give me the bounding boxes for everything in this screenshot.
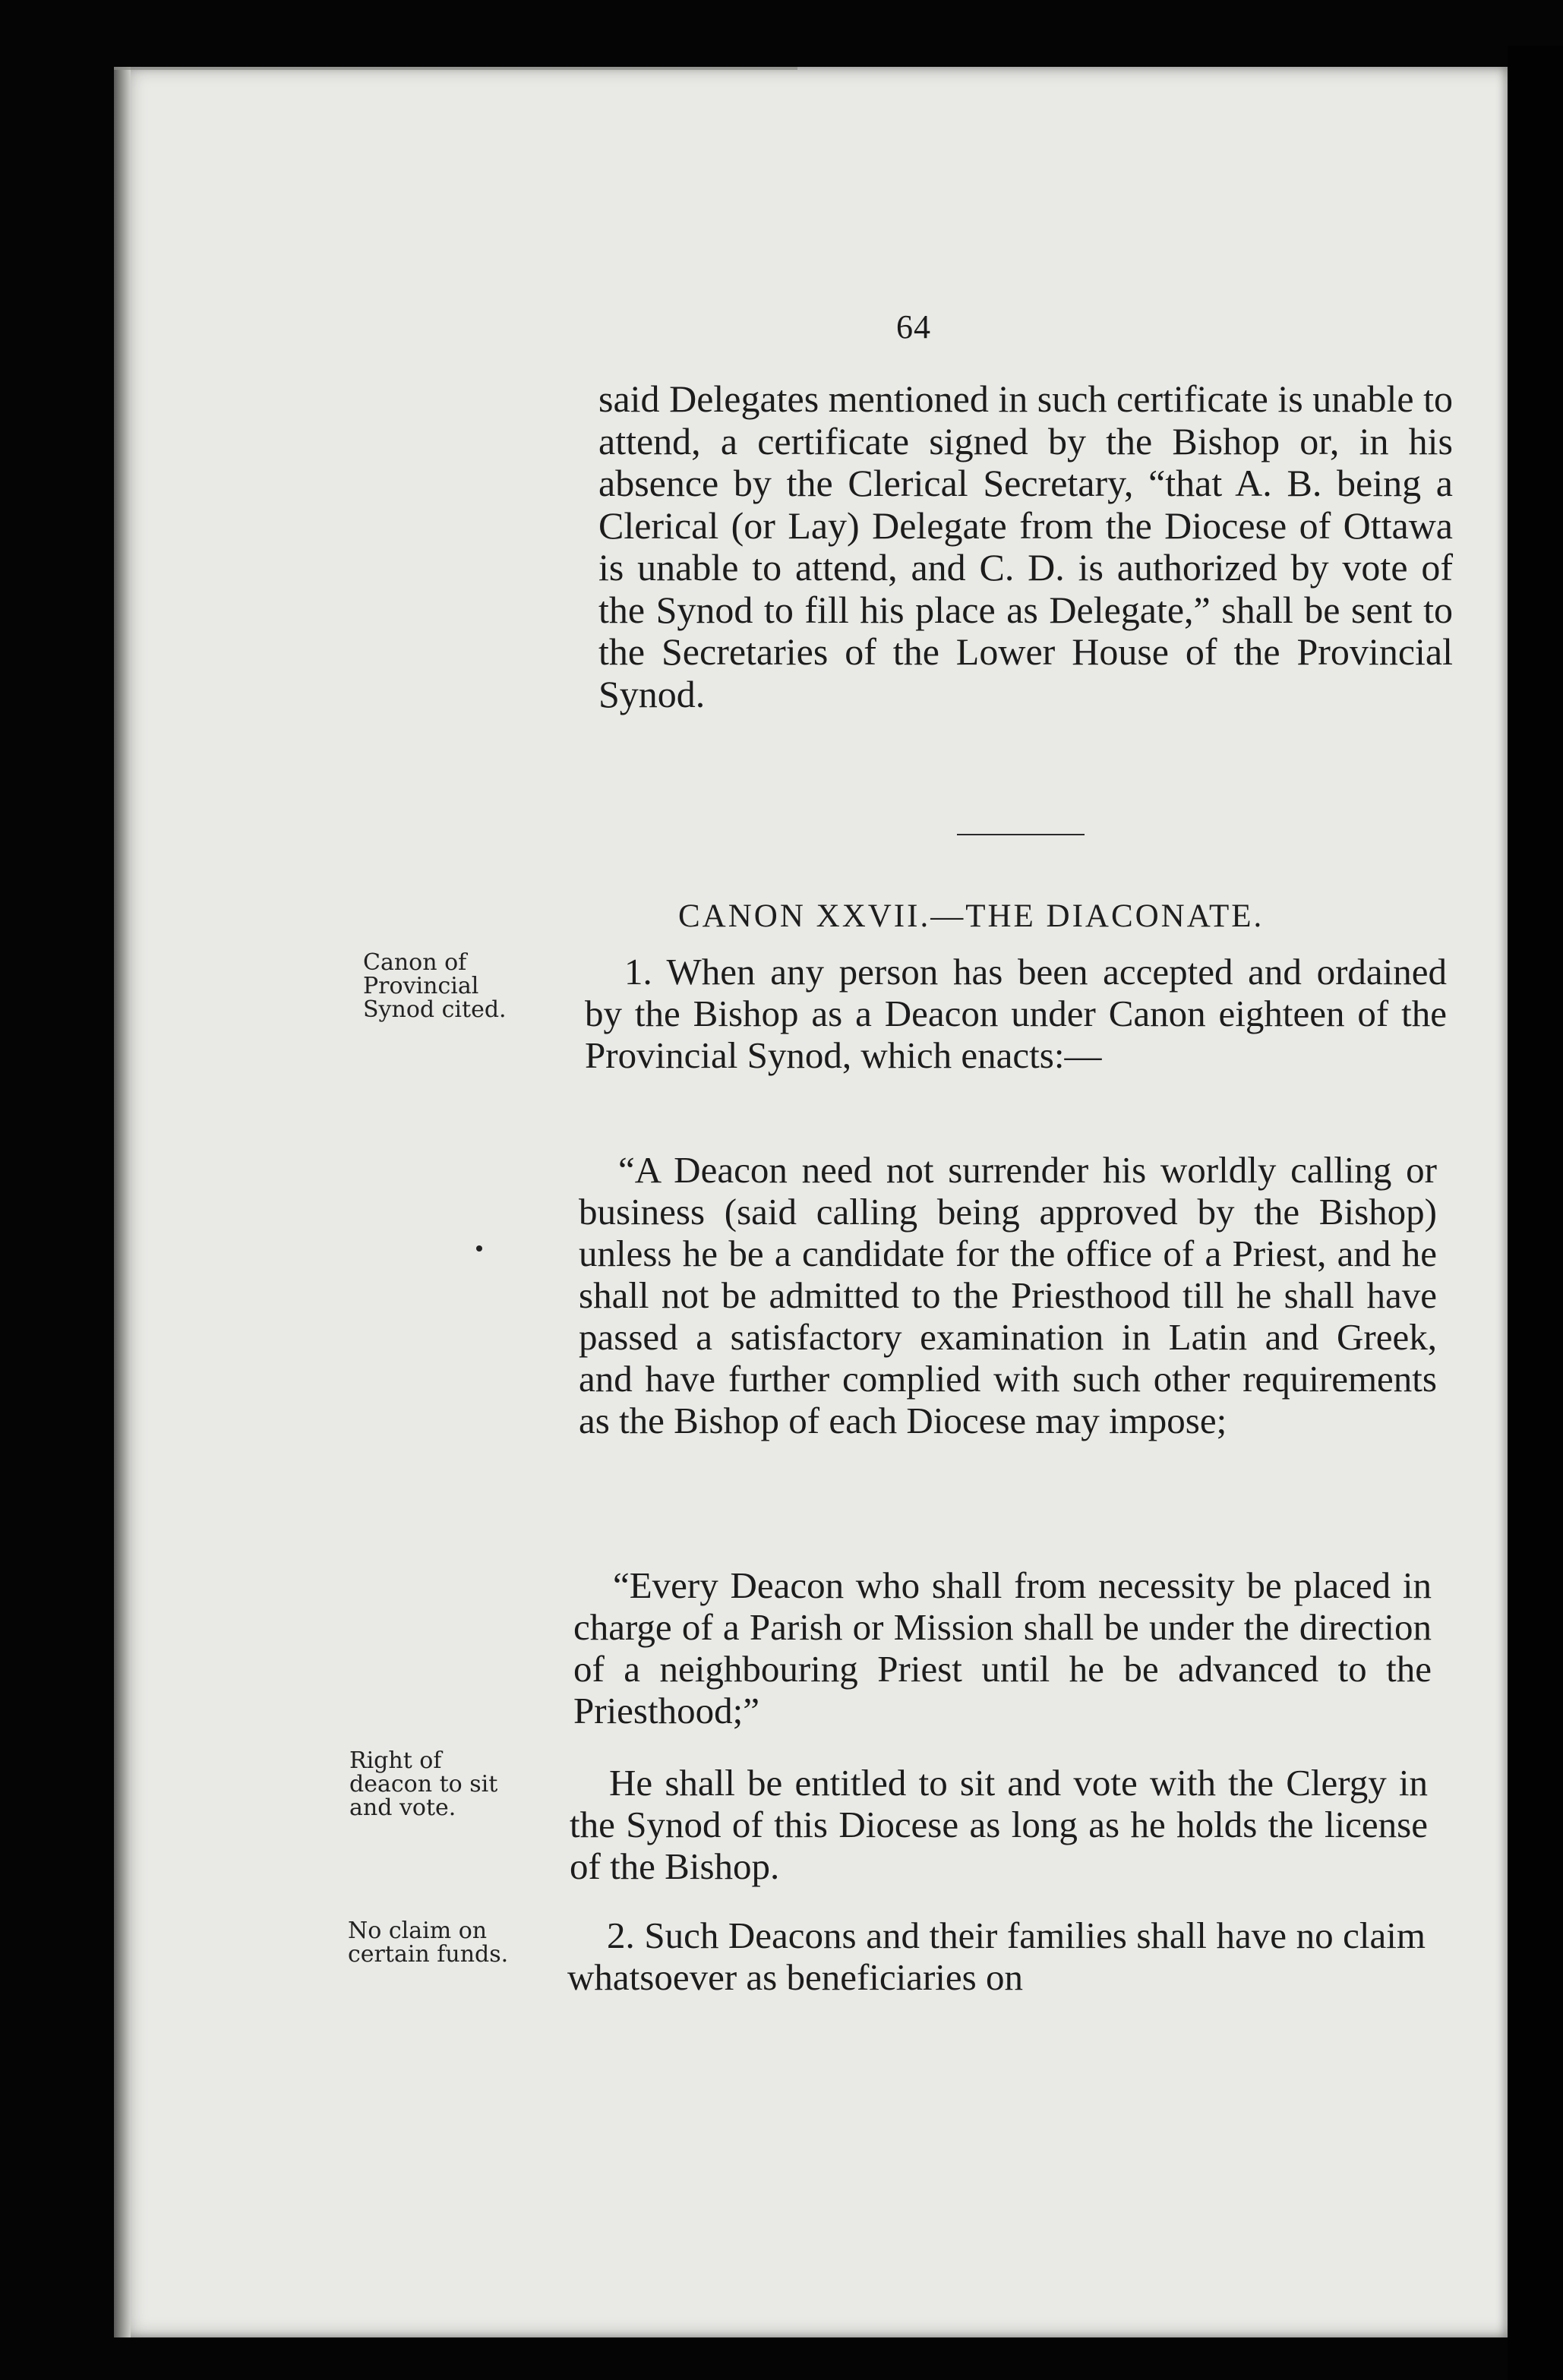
page-top-edge — [114, 67, 797, 70]
quote-paragraph-1 — [579, 1149, 1437, 1441]
quote-paragraph-2 — [573, 1564, 1432, 1731]
continuation-paragraph: said Delegates mentioned in such certificate is unable to attend, a certificate signed by the Bishop or, in his absence by the Clerical Secretary, “that A. B. being a Clerical (or Lay) Delegate from the Diocese of Ottawa is unable to attend, and C. D. is authorized by vote of the Synod to fill his place as Delegate,” shall be sent to the Secretaries of the Lower House of the Provincial Synod. — [598, 377, 1453, 715]
paragraph-2-text: 2. Such Deacons and their families shall have no claim whatsoever as beneficiaries on — [567, 1914, 1426, 1998]
margin-note-right-to-vote: Right of deacon to sit and vote. — [349, 1747, 498, 1821]
paragraph-right-to-vote — [570, 1762, 1428, 1887]
quote-paragraph-1-text: “A Deacon need not surrender his worldly calling or business (said calling being approved by the Bishop) unless he be a candidate for the office of a Priest, and he shall not be admitted to the Priesthood till he shall have passed a satisfactory examination in Latin and Greek, and have further complied with such other requirements as the Bishop of each Diocese may impose; — [579, 1149, 1437, 1441]
section-divider — [957, 834, 1085, 835]
paragraph-1 — [585, 951, 1447, 1076]
paragraph-right-to-vote-text: He shall be entitled to sit and vote with the Clergy in the Synod of this Diocese as long as he holds the license of the Bishop. — [570, 1762, 1428, 1887]
margin-note-no-claim: No claim on certain funds. — [348, 1918, 509, 1968]
page-number: 64 — [896, 308, 931, 346]
scan-border — [1508, 46, 1563, 2380]
canon-heading: CANON XXVII.—THE DIACONATE. — [678, 898, 1265, 934]
margin-note-canon-cited: Canon of Provincial Synod cited. — [363, 949, 507, 1023]
paragraph-1-text: 1. When any person has been accepted and ordained by the Bishop as a Deacon under Canon eighteen of the Provincial Synod, which enacts:— — [585, 951, 1447, 1076]
paragraph-2 — [567, 1914, 1426, 1998]
print-speck — [476, 1245, 482, 1252]
quote-paragraph-2-text: “Every Deacon who shall from necessity be placed in charge of a Parish or Mission shall be under the direction of a neighbouring Priest until he be advanced to the Priesthood;” — [573, 1564, 1432, 1731]
